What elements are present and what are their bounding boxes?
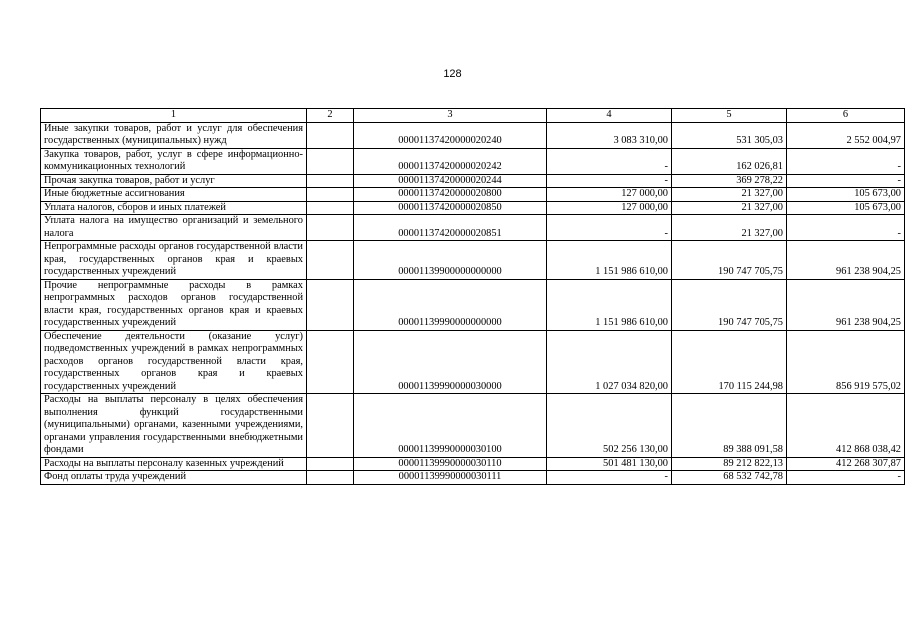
page-number: 128 (443, 68, 462, 80)
row-value-col4: - (547, 215, 672, 241)
row-value-col6: - (787, 215, 905, 241)
table-row (41, 457, 905, 471)
row-description: Обеспечение деятельности (оказание услуг) подведомственных учреждений в рамках непрограммных расходов органов государственной власти края, государственных органов края и краевых государственных учреждений (41, 330, 307, 394)
row-code: 00001139990000030100 (354, 394, 547, 458)
header-col-3: 3 (354, 109, 547, 123)
row-value-col5: 89 212 822,13 (672, 457, 787, 471)
row-code: 00001137420000020850 (354, 201, 547, 215)
row-value-col4: 502 256 130,00 (547, 394, 672, 458)
row-value-col4: 1 151 986 610,00 (547, 241, 672, 280)
row-value-col6: - (787, 471, 905, 485)
row-code: 00001139900000000000 (354, 241, 547, 280)
row-value-col5: 21 327,00 (672, 215, 787, 241)
row-value-col4: 127 000,00 (547, 188, 672, 202)
row-col2 (307, 148, 354, 174)
row-value-col6: - (787, 148, 905, 174)
row-value-col4: 127 000,00 (547, 201, 672, 215)
row-code: 00001139990000030000 (354, 330, 547, 394)
row-value-col6: 412 868 038,42 (787, 394, 905, 458)
row-value-col5: 89 388 091,58 (672, 394, 787, 458)
row-col2 (307, 279, 354, 330)
row-value-col5: 369 278,22 (672, 174, 787, 188)
row-value-col5: 21 327,00 (672, 201, 787, 215)
row-description: Закупка товаров, работ, услуг в сфере информационно-коммуникационных технологий (41, 148, 307, 174)
row-description: Прочая закупка товаров, работ и услуг (41, 174, 307, 188)
row-value-col6: 105 673,00 (787, 201, 905, 215)
row-value-col5: 531 305,03 (672, 122, 787, 148)
row-value-col4: - (547, 148, 672, 174)
table-row (41, 215, 905, 241)
row-col2 (307, 330, 354, 394)
row-description: Фонд оплаты труда учреждений (41, 471, 307, 485)
row-description: Расходы на выплаты персоналу в целях обеспечения выполнения функций государственными (муниципальными) органами, казенными учреждениями, органами управления государственными внебюджетными фондами (41, 394, 307, 458)
row-col2 (307, 201, 354, 215)
row-value-col4: 1 151 986 610,00 (547, 279, 672, 330)
row-value-col5: 170 115 244,98 (672, 330, 787, 394)
row-value-col6: 961 238 904,25 (787, 279, 905, 330)
row-value-col4: 1 027 034 820,00 (547, 330, 672, 394)
row-col2 (307, 174, 354, 188)
header-col-6: 6 (787, 109, 905, 123)
table-row (41, 148, 905, 174)
table-row (41, 394, 905, 458)
table-row (41, 279, 905, 330)
row-value-col5: 162 026,81 (672, 148, 787, 174)
row-code: 00001139990000000000 (354, 279, 547, 330)
row-code: 00001137420000020800 (354, 188, 547, 202)
row-value-col5: 68 532 742,78 (672, 471, 787, 485)
row-col2 (307, 241, 354, 280)
table-body (41, 109, 905, 485)
row-code: 00001137420000020244 (354, 174, 547, 188)
table-header-row (41, 109, 905, 123)
header-col-2: 2 (307, 109, 354, 123)
row-value-col5: 190 747 705,75 (672, 279, 787, 330)
row-col2 (307, 122, 354, 148)
row-description: Иные закупки товаров, работ и услуг для обеспечения государственных (муниципальных) нужд (41, 122, 307, 148)
row-description: Расходы на выплаты персоналу казенных учреждений (41, 457, 307, 471)
row-code: 00001139990000030110 (354, 457, 547, 471)
row-code: 00001139990000030111 (354, 471, 547, 485)
budget-table (40, 108, 905, 485)
row-value-col6: 412 268 307,87 (787, 457, 905, 471)
row-col2 (307, 215, 354, 241)
row-description: Уплата налогов, сборов и иных платежей (41, 201, 307, 215)
row-col2 (307, 457, 354, 471)
row-code: 00001137420000020240 (354, 122, 547, 148)
table-row (41, 122, 905, 148)
table-row (41, 188, 905, 202)
table-row (41, 174, 905, 188)
row-col2 (307, 471, 354, 485)
row-description: Иные бюджетные ассигнования (41, 188, 307, 202)
row-value-col4: - (547, 174, 672, 188)
row-description: Непрограммные расходы органов государственной власти края, государственных органов края и краевых государственных учреждений (41, 241, 307, 280)
header-col-5: 5 (672, 109, 787, 123)
header-col-4: 4 (547, 109, 672, 123)
row-code: 00001137420000020242 (354, 148, 547, 174)
row-value-col6: 105 673,00 (787, 188, 905, 202)
row-value-col6: 961 238 904,25 (787, 241, 905, 280)
row-value-col4: 3 083 310,00 (547, 122, 672, 148)
row-value-col5: 190 747 705,75 (672, 241, 787, 280)
row-description: Прочие непрограммные расходы в рамках непрограммных расходов органов государственной власти края, государственных органов края и краевых государственных учреждений (41, 279, 307, 330)
row-code: 00001137420000020851 (354, 215, 547, 241)
table-row (41, 330, 905, 394)
row-value-col6: 2 552 004,97 (787, 122, 905, 148)
row-value-col4: 501 481 130,00 (547, 457, 672, 471)
row-col2 (307, 188, 354, 202)
header-col-1: 1 (41, 109, 307, 123)
table-row (41, 471, 905, 485)
row-description: Уплата налога на имущество организаций и земельного налога (41, 215, 307, 241)
row-value-col6: 856 919 575,02 (787, 330, 905, 394)
row-value-col6: - (787, 174, 905, 188)
row-col2 (307, 394, 354, 458)
row-value-col4: - (547, 471, 672, 485)
table-row (41, 201, 905, 215)
table-row (41, 241, 905, 280)
row-value-col5: 21 327,00 (672, 188, 787, 202)
